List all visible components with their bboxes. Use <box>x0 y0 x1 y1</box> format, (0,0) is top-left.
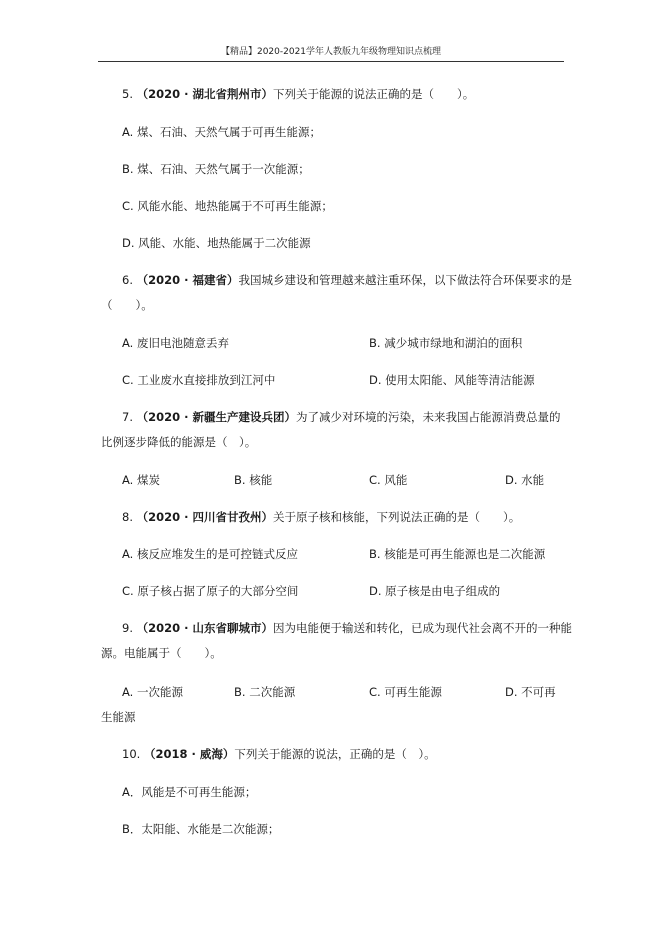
question-source: （2020 · 四川省甘孜州） <box>136 510 274 524</box>
question-source: （2020 · 新疆生产建设兵团） <box>136 410 297 424</box>
question-source: （2020 · 福建省） <box>136 273 239 287</box>
question-number: 9. <box>122 621 137 635</box>
option-d: D. 水能 <box>505 473 545 487</box>
question-text: 为了减少对环境的污染，未来我国占能源消费总量的 <box>296 410 561 424</box>
question-number: 5. <box>122 87 137 101</box>
option-a: A. 一次能源 <box>122 685 183 699</box>
question-6-stem-continued: （ ）。 <box>101 298 153 312</box>
question-9-stem-continued: 源。电能属于（ ）。 <box>101 646 222 660</box>
option-c: C. 风能 <box>369 473 408 487</box>
question-7-stem <box>122 409 561 425</box>
option-c: C. 风能水能、地热能属于不可再生能源； <box>122 199 333 213</box>
question-6-stem <box>122 272 572 288</box>
option-d: D. 不可再 <box>505 685 556 699</box>
question-source: （2020 · 湖北省荆州市） <box>136 87 274 101</box>
option-b: B．太阳能、水能是二次能源； <box>122 822 280 836</box>
question-number: 8. <box>122 510 137 524</box>
option-b: B. 核能 <box>234 473 273 487</box>
question-number: 10. <box>122 747 144 761</box>
option-d-continued: 生能源 <box>101 710 136 724</box>
question-9-stem <box>122 620 572 636</box>
option-c: C. 工业废水直接排放到江河中 <box>122 373 276 387</box>
page-header: 【精品】2020-2021学年人教版九年级物理知识点梳理 <box>98 46 564 62</box>
question-source: （2018 · 威海） <box>143 747 235 761</box>
option-a: A. 废旧电池随意丢弃 <box>122 336 229 350</box>
question-source: （2020 · 山东省聊城市） <box>136 621 274 635</box>
option-a: A．风能是不可再生能源； <box>122 785 257 799</box>
option-b: B. 核能是可再生能源也是二次能源 <box>369 547 546 561</box>
option-d: D. 原子核是由电子组成的 <box>369 584 501 598</box>
question-number: 6. <box>122 273 137 287</box>
question-7-stem-continued: 比例逐步降低的能源是（ ）。 <box>101 435 257 449</box>
option-c: C. 原子核占据了原子的大部分空间 <box>122 584 299 598</box>
option-c: C. 可再生能源 <box>369 685 442 699</box>
option-d: D. 风能、水能、地热能属于二次能源 <box>122 236 311 250</box>
option-d: D. 使用太阳能、风能等清洁能源 <box>369 373 535 387</box>
question-8-stem <box>122 509 520 525</box>
option-b: B. 煤、石油、天然气属于一次能源； <box>122 162 310 176</box>
question-text: 因为电能便于输送和转化，已成为现代社会离不开的一种能 <box>273 621 573 635</box>
option-a: A. 煤炭 <box>122 473 160 487</box>
option-b: B. 减少城市绿地和湖泊的面积 <box>369 336 523 350</box>
question-text: 关于原子核和核能，下列说法正确的是（ ）。 <box>273 510 521 524</box>
question-text: 下列关于能源的说法，正确的是（ ）。 <box>234 747 436 761</box>
option-b: B. 二次能源 <box>234 685 296 699</box>
question-text: 我国城乡建设和管理越来越注重环保，以下做法符合环保要求的是 <box>238 273 573 287</box>
question-10-stem <box>122 746 436 762</box>
option-a: A. 核反应堆发生的是可控链式反应 <box>122 547 298 561</box>
question-5-stem <box>122 86 474 102</box>
question-text: 下列关于能源的说法正确的是（ ）。 <box>273 87 475 101</box>
option-a: A. 煤、石油、天然气属于可再生能源； <box>122 125 321 139</box>
question-number: 7. <box>122 410 137 424</box>
